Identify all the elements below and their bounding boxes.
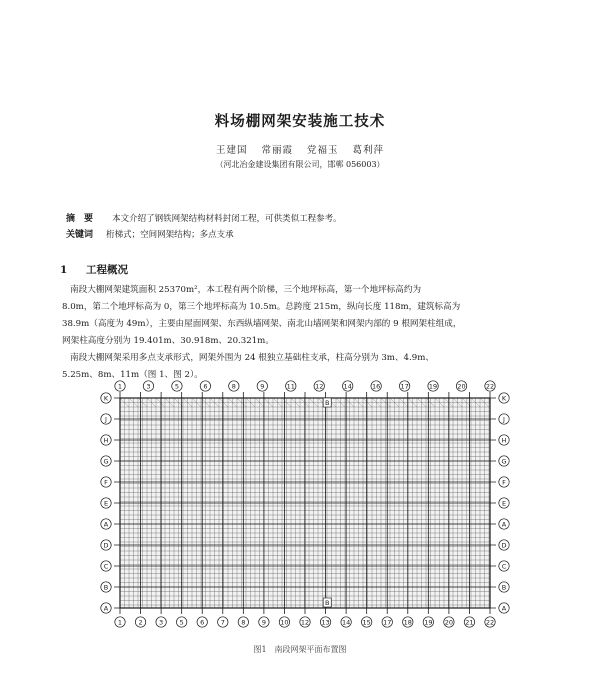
axis-label-bottom: 14: [341, 618, 351, 627]
axis-label-top: 16: [372, 382, 381, 391]
axis-label-bottom: 10: [280, 618, 289, 627]
axis-label-bottom: 17: [383, 618, 392, 627]
axis-label-top: 3: [146, 382, 151, 391]
axis-label-bottom: 9: [261, 618, 266, 627]
paragraph-2-line-1: 南段大棚网架采用多点支承形式，网架外围为 24 根独立基础柱支承，柱高分别为 3m、4.9m、: [70, 353, 434, 363]
axis-label-bottom: 5: [179, 618, 184, 627]
axis-label-right: A: [501, 604, 507, 613]
keywords-text: 桁梯式；空间网架结构；多点支承: [106, 230, 234, 240]
axis-label-bottom: 8: [241, 618, 246, 627]
figure-caption: 图1 南段网架平面布置图: [253, 645, 347, 654]
axis-label-right: E: [501, 499, 507, 508]
affiliation: （河北冶金建设集团有限公司，邯郸 056003）: [215, 160, 385, 169]
axis-label-bottom: 3: [159, 618, 164, 627]
axis-label-top: 1: [117, 382, 123, 391]
axis-label-left: J: [105, 415, 107, 424]
axis-label-left: A: [103, 604, 109, 613]
axis-label-top: 5: [174, 382, 179, 391]
paper-title: 料场棚网架安装施工技术: [214, 113, 386, 130]
keywords: [66, 222, 546, 241]
axis-label-bottom: 15: [362, 618, 371, 627]
axis-label-top: 22: [485, 382, 495, 391]
keywords-label: 关键词: [66, 230, 94, 240]
axis-label-top: 17: [400, 382, 409, 391]
axis-label-bottom: 2: [138, 618, 143, 627]
paragraph-2-line-2: 5.25m、8m、11m（图 1、图 2）。: [62, 370, 203, 380]
axis-label-left: K: [103, 394, 109, 403]
axis-label-left: A: [103, 520, 109, 529]
axis-label-bottom: 19: [424, 618, 433, 627]
axis-label-top: 19: [428, 382, 438, 391]
paragraph-1-line-1: 南段大棚网架建筑面积 25370m²，本工程有两个阶梯，三个地坪标高，第一个地坪标高约为: [70, 285, 422, 295]
authors: 王建国 常丽霞 党福玉 葛利萍: [215, 145, 385, 156]
grid-lines: [114, 392, 496, 614]
section-title: 工程概况: [86, 264, 128, 276]
axis-label-left: H: [103, 436, 109, 445]
axis-label-right: H: [501, 436, 507, 445]
paragraph-1-line-3: 38.9m（高度为 49m），主要由屋面网架、东西纵墙网架、南北山墙网架和网架内部的 9 根网架柱组成，: [62, 319, 462, 329]
axis-label-left: E: [103, 499, 109, 508]
section-heading: [60, 262, 128, 277]
abstract-text: 本文介绍了钢铁网架结构材料封闭工程，可供类似工程参考。: [112, 214, 342, 224]
axis-label-left: C: [103, 562, 109, 571]
figure-1-plan-drawing: [90, 376, 520, 638]
axis-label-left: B: [103, 583, 109, 592]
axis-label-top: 12: [315, 382, 324, 391]
axis-label-top: 20: [457, 382, 466, 391]
axis-label-bottom: 12: [300, 618, 310, 627]
axis-label-bottom: 18: [403, 618, 412, 627]
axis-label-bottom: 20: [444, 618, 454, 627]
axis-label-bottom: 7: [220, 618, 225, 627]
section-mark: B: [324, 599, 330, 608]
axis-label-bottom: 21: [465, 618, 474, 627]
axis-label-left: F: [104, 478, 108, 487]
axis-label-bottom: 22: [485, 618, 495, 627]
abstract-label: 摘 要: [66, 214, 94, 224]
axis-label-right: B: [501, 583, 507, 592]
axis-label-left: D: [103, 541, 109, 550]
axis-label-right: C: [501, 562, 507, 571]
section-mark: B: [324, 399, 330, 408]
axis-label-bottom: 1: [117, 618, 123, 627]
axis-label-right: A: [501, 520, 507, 529]
section-number: 1: [60, 264, 68, 276]
axis-label-bottom: 13: [321, 618, 330, 627]
axis-label-top: 9: [260, 382, 265, 391]
axis-label-top: 6: [203, 382, 208, 391]
axis-label-top: 11: [286, 382, 295, 391]
paragraph-1-line-2: 8.0m，第二个地坪标高为 0，第三个地坪标高为 10.5m。总跨度 215m，纵向长度 118m，建筑标高为: [62, 302, 461, 312]
axis-label-top: 8: [231, 382, 236, 391]
axis-label-left: G: [103, 457, 109, 466]
axis-label-bottom: 6: [200, 618, 205, 627]
axis-label-right: F: [502, 478, 506, 487]
axis-label-right: K: [501, 394, 507, 403]
axis-label-right: J: [503, 415, 505, 424]
axis-label-right: G: [501, 457, 507, 466]
paragraph-1-line-4: 网架柱高度分别为 19.401m、30.918m、20.321m。: [62, 336, 274, 346]
axis-label-right: D: [501, 541, 507, 550]
axis-label-top: 14: [343, 382, 352, 391]
